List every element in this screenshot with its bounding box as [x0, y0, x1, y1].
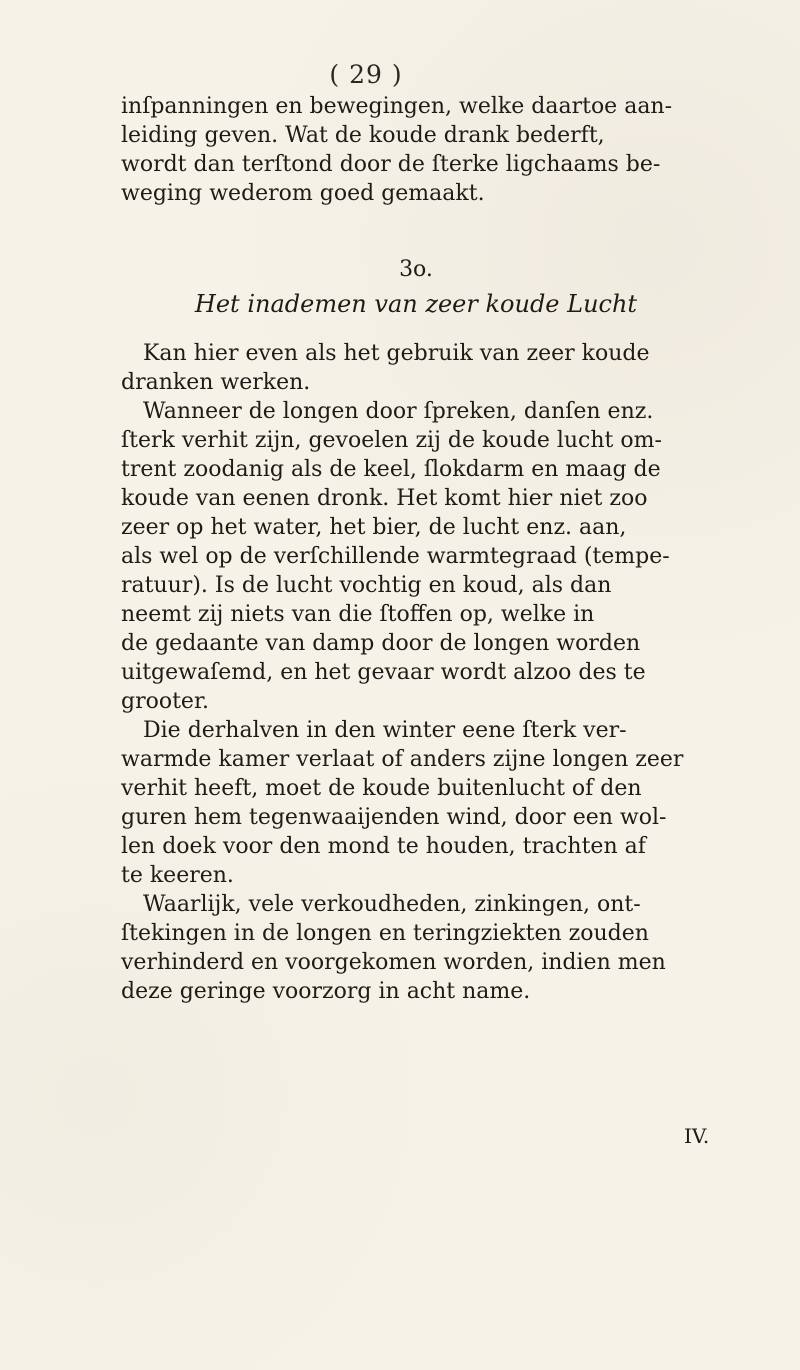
- paragraph-line: verhit heeft, moet de koude buitenlucht of den: [121, 776, 642, 801]
- paragraph-line: len doek voor den mond te houden, trachten af: [121, 834, 646, 859]
- paragraph-line: Wanneer de longen door ſpreken, danſen enz.: [143, 399, 654, 424]
- paragraph-line: ſtekingen in de longen en teringziekten zouden: [121, 921, 649, 946]
- opening-line: inſpanningen en bewegingen, welke daartoe aan-: [121, 94, 673, 119]
- paragraph-line: Waarlijk, vele verkoudheden, zinkingen, ont-: [143, 892, 641, 917]
- paragraph-line: te keeren.: [121, 863, 234, 888]
- catchword: IV.: [684, 1124, 710, 1148]
- paragraph-line: als wel op de verſchillende warmtegraad (tempe-: [121, 544, 670, 569]
- section-gap: [121, 208, 711, 253]
- paragraph-line: de gedaante van damp door de longen worden: [121, 631, 641, 656]
- section-title: Het inademen van zeer koude Lucht: [194, 290, 638, 318]
- paragraph-line: koude van eenen dronk. Het komt hier niet zoo: [121, 486, 648, 511]
- paragraph-line: dranken werken.: [121, 370, 311, 395]
- page-number: ( 29 ): [329, 60, 403, 89]
- paragraph-line: warmde kamer verlaat of anders zijne longen zeer: [121, 747, 684, 772]
- paragraph-line: verhinderd en voorgekomen worden, indien men: [121, 950, 666, 975]
- paragraph-line: trent zoodanig als de keel, ſlokdarm en maag de: [121, 457, 661, 482]
- opening-line: leiding geven. Wat de koude drank bederft,: [121, 123, 605, 148]
- section-number: 3o.: [399, 257, 433, 282]
- paragraph-line: ſterk verhit zijn, gevoelen zij de koude lucht om-: [121, 428, 662, 453]
- paragraph-line: ratuur). Is de lucht vochtig en koud, als dan: [121, 573, 612, 598]
- paragraph-line: grooter.: [121, 689, 210, 714]
- page-text: [121, 92, 711, 1006]
- paragraph-line: Kan hier even als het gebruik van zeer koude: [143, 341, 650, 366]
- paragraph-line: deze geringe voorzorg in acht name.: [121, 979, 531, 1004]
- opening-line: weging wederom goed gemaakt.: [121, 181, 485, 206]
- opening-line: wordt dan terſtond door de ſterke ligchaams be-: [121, 152, 661, 177]
- paragraph-line: guren hem tegenwaaijenden wind, door een wol-: [121, 805, 667, 830]
- paragraph-line: uitgewaſemd, en het gevaar wordt alzoo des te: [121, 660, 646, 685]
- paragraph-line: Die derhalven in den winter eene ſterk ver-: [143, 718, 627, 743]
- paragraph-line: neemt zij niets van die ſtoffen op, welke in: [121, 602, 595, 627]
- paragraph-line: zeer op het water, het bier, de lucht enz. aan,: [121, 515, 627, 540]
